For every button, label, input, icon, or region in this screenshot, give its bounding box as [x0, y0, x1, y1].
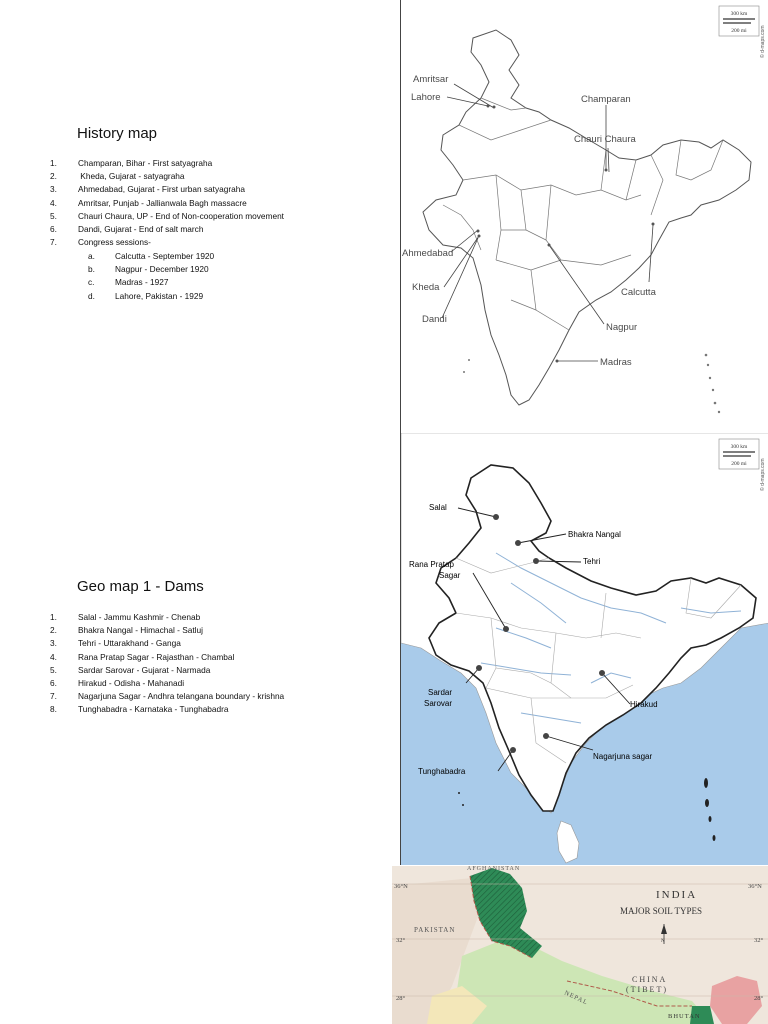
india-outline — [423, 30, 751, 405]
label-calcutta: Calcutta — [621, 287, 656, 298]
north-marker: N — [661, 939, 665, 944]
lat-28-left: 28° — [396, 995, 406, 1002]
label-bhakra-nangal: Bhakra Nangal — [568, 530, 621, 539]
label-tehri: Tehri — [583, 557, 601, 566]
label-afghanistan: AFGHANISTAN — [467, 866, 521, 872]
list-item: 3. Ahmedabad, Gujarat - First urban satyagraha — [50, 184, 245, 195]
lat-32-right: 32° — [754, 937, 764, 944]
congress-sessions-sublist — [0, 250, 214, 303]
label-madras: Madras — [600, 357, 632, 368]
lat-36-left: 36°N — [394, 883, 408, 890]
geo-title: Geo map 1 - Dams — [77, 578, 204, 595]
label-sarovar: Sarovar — [424, 699, 453, 708]
islands — [458, 778, 716, 841]
list-item: 2. Bhakra Nangal - Himachal - Satluj — [50, 625, 203, 636]
label-rana-sagar: Sagar — [439, 571, 461, 580]
lat-36-right: 36°N — [748, 883, 762, 890]
sub-list-item: b. Nagpur - December 1920 — [88, 264, 209, 275]
label-bhutan: BHUTAN — [668, 1013, 701, 1020]
scale-bar — [719, 439, 759, 469]
list-item: 3. Tehri - Uttarakhand - Ganga — [50, 638, 181, 649]
label-nepal: NEPAL — [563, 989, 590, 1007]
soil-map — [392, 866, 768, 1024]
history-list — [0, 157, 284, 249]
lat-32-left: 32° — [396, 937, 406, 944]
history-title: History map — [77, 125, 158, 142]
sub-list-item: a. Calcutta - September 1920 — [88, 251, 215, 261]
lat-28-right: 28° — [754, 995, 764, 1002]
label-sardar: Sardar — [428, 688, 453, 697]
list-item: 1. Salal - Jammu Kashmir - Chenab — [50, 612, 201, 622]
soil-map-title: INDIA — [656, 889, 698, 901]
list-item: 5. Sardar Sarovar - Gujarat - Narmada — [50, 664, 211, 675]
list-item: 6. Hirakud - Odisha - Mahanadi — [50, 678, 185, 689]
list-item: 4. Amritsar, Punjab - Jallianwala Bagh massacre — [50, 197, 247, 208]
list-item: 7. Congress sessions- — [50, 237, 151, 248]
sub-list-item: d. Lahore, Pakistan - 1929 — [88, 290, 204, 301]
label-dandi: Dandi — [422, 314, 447, 325]
sub-list-item: c. Madras - 1927 — [88, 277, 169, 288]
label-amritsar: Amritsar — [413, 74, 449, 85]
list-item: 2. Kheda, Gujarat - satyagraha — [50, 171, 185, 182]
label-champaran: Champaran — [581, 94, 631, 105]
label-pakistan: PAKISTAN — [414, 926, 456, 934]
map-credit: © d-maps.com — [760, 25, 766, 58]
label-rana-pratap: Rana Pratap — [409, 560, 454, 569]
list-item: 8. Tunghabadra - Karnataka - Tunghabadra — [50, 704, 229, 715]
label-china: CHINA — [632, 975, 668, 984]
list-item: 6. Dandi, Gujarat - End of salt march — [50, 224, 204, 235]
svg-text:300 km: 300 km — [730, 11, 748, 17]
svg-text:300 km: 300 km — [730, 444, 748, 450]
label-chauri-chaura: Chauri Chaura — [574, 134, 636, 145]
list-item: 4. Rana Pratap Sagar - Rajasthan - Chambal — [50, 651, 235, 662]
label-nagpur: Nagpur — [606, 322, 638, 333]
history-map — [400, 0, 768, 434]
label-tunghabadra: Tunghabadra — [418, 767, 466, 776]
svg-text:200 mi: 200 mi — [731, 28, 747, 34]
label-kheda: Kheda — [412, 282, 440, 293]
list-item: 5. Chauri Chaura, UP - End of Non-cooperation movement — [50, 210, 284, 221]
sri-lanka — [557, 821, 579, 863]
map-credit: © d-maps.com — [760, 458, 766, 491]
label-nagarjuna-sagar: Nagarjuna sagar — [593, 752, 653, 761]
label-hirakud: Hirakud — [630, 700, 658, 709]
dams-list — [0, 611, 284, 717]
scale-bar — [719, 6, 759, 36]
label-tibet: (TIBET) — [626, 985, 668, 994]
soil-map-subtitle: MAJOR SOIL TYPES — [620, 906, 703, 916]
label-lahore: Lahore — [411, 92, 441, 103]
list-item: 1. Champaran, Bihar - First satyagraha — [50, 158, 213, 168]
label-ahmedabad: Ahmedabad — [402, 248, 454, 259]
label-salal: Salal — [429, 503, 447, 512]
svg-text:200 mi: 200 mi — [731, 461, 747, 467]
dams-map — [400, 433, 768, 865]
list-item: 7. Nagarjuna Sagar - Andhra telangana boundary - krishna — [50, 691, 285, 702]
